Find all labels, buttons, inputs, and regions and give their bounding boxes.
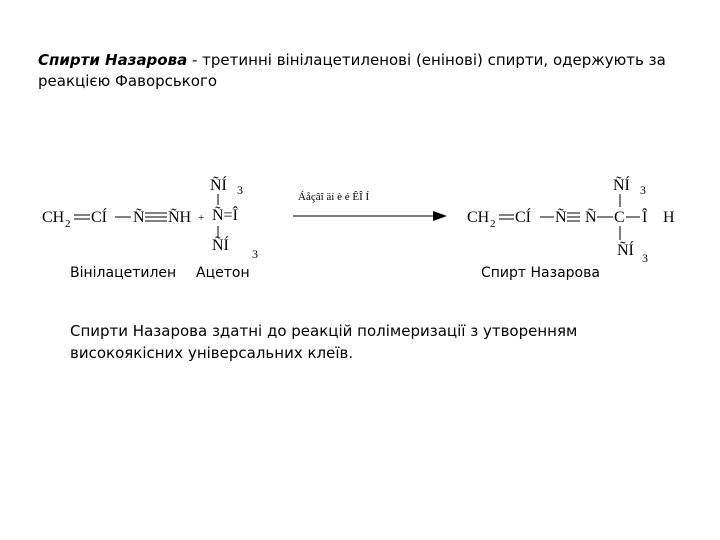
reactant-vinylacetylene [42, 207, 192, 230]
r1-ch2: CH [42, 209, 65, 226]
r2-center: Ñ=Î [212, 207, 238, 224]
reactant-acetone [210, 175, 258, 261]
intro-text: - третинні вінілацетиленові (енінові) спирти, одержують за реакцією Фаворського [38, 51, 666, 90]
r1-c-part: CÍ [91, 209, 107, 226]
p-top-sub: 3 [640, 183, 646, 197]
p-c-triple1: Ñ [555, 209, 567, 226]
r2-bottom-sub: 3 [252, 247, 258, 261]
r1-ch-end: ÑH [168, 209, 192, 226]
r2-bottom-group: ÑÍ [212, 237, 229, 254]
product-nazarov-alcohol [467, 175, 675, 265]
p-c-center: C [614, 209, 625, 226]
caption-vinylacetylene: Вінілацетилен [70, 265, 177, 281]
p-ch2: CH [467, 209, 490, 226]
caption-acetone: Ацетон [196, 265, 250, 281]
p-top-group: ÑÍ [613, 177, 630, 194]
reaction-arrow [293, 191, 447, 221]
arrow-head [433, 211, 447, 221]
r2-top-group: ÑÍ [210, 177, 227, 194]
r2-top-sub: 3 [237, 183, 243, 197]
p-sub2: 2 [490, 218, 496, 230]
plus-sign: + [198, 212, 205, 224]
p-oh-o: Î [642, 209, 648, 226]
outro-paragraph: Спирти Назарова здатні до реакцій полімеризації з утворенням високоякісних універсальних клеїв. [70, 322, 578, 362]
p-bottom-group: ÑÍ [617, 242, 634, 259]
p-c-part: CÍ [515, 209, 531, 226]
r1-sub2: 2 [65, 218, 71, 230]
caption-nazarov-alcohol: Спирт Назарова [481, 265, 600, 281]
p-bottom-sub: 3 [642, 251, 648, 265]
p-c-triple2: Ñ [585, 209, 597, 226]
arrow-label: Áåçâî äí è é ÊÎ Í [298, 191, 370, 203]
intro-term: Спирти Назарова [38, 51, 188, 69]
p-oh-h: H [663, 209, 675, 226]
r1-c-part2: Ñ [133, 209, 145, 226]
